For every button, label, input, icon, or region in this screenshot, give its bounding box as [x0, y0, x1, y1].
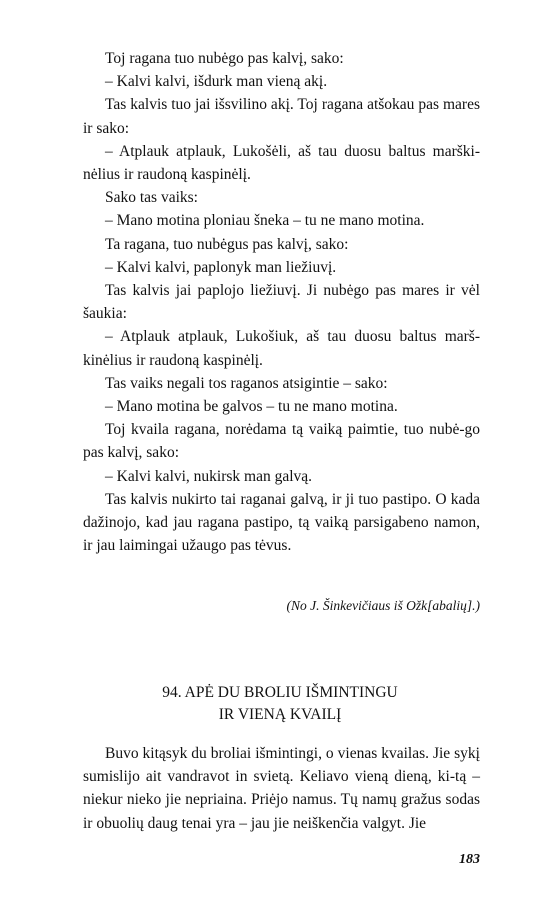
paragraph: – Atplauk atplauk, Lukošėli, aš tau duosu baltus marški-nėlius ir raudoną kaspinėlį.: [83, 142, 480, 184]
paragraph: – Mano motina be galvos – tu ne mano motina.: [105, 398, 398, 416]
paragraph: – Kalvi kalvi, išdurk man vieną akį.: [105, 73, 328, 91]
paragraph: Sako tas vaiks:: [105, 189, 198, 207]
story-text: [83, 47, 480, 557]
paragraph: Tas vaiks negali tos raganos atsigintie – sako:: [105, 374, 388, 392]
paragraph: Ta ragana, tuo nubėgus pas kalvį, sako:: [105, 235, 349, 253]
paragraph: Toj kvaila ragana, norėdama tą vaiką paimtie, tuo nubė-go pas kalvį, sako:: [83, 421, 480, 462]
story-heading: [80, 682, 480, 726]
paragraph: Toj ragana tuo nubėgo pas kalvį, sako:: [105, 50, 344, 67]
paragraph: Tas kalvis nukirto tai raganai galvą, ir ji tuo pastipo. O kada dažinojo, kad jau ragana pastipo, tą vaiką parsigabeno namon, ir jau laimingai užaugo pas tėvus.: [83, 490, 480, 555]
page-number: 183: [459, 852, 480, 867]
paragraph: Tas kalvis jai paplojo liežiuvį. Ji nubėgo pas mares ir vėl šaukia:: [83, 282, 480, 323]
paragraph: – Atplauk atplauk, Lukošiuk, aš tau duosu baltus marš-kinėlius ir raudoną kaspinėlį.: [83, 328, 480, 369]
paragraph: Buvo kitąsyk du broliai išmintingi, o vienas kvailas. Jie sykį sumislijo ait vandravot in svietą. Keliavo vieną dieną, ki-tą – niekur nieko jie nepriaina. Priėjo namus. Tų namų gražus sodas ir obuolių daug tenai yra – jau jie neiškenčia valgyt. Jie: [83, 745, 480, 832]
next-story-text: [83, 742, 480, 835]
heading-line: IR VIENĄ KVAILĮ: [218, 706, 342, 723]
source-attribution: (No J. Šinkevičiaus iš Ožk[abalių].): [286, 598, 480, 613]
paragraph: – Kalvi kalvi, nukirsk man galvą.: [105, 467, 313, 485]
paragraph: – Kalvi kalvi, paplonyk man liežiuvį.: [105, 258, 337, 276]
heading-line: 94. APĖ DU BROLIU IŠMINTINGU: [162, 684, 398, 701]
paragraph: – Mano motina ploniau šneka – tu ne mano motina.: [105, 212, 425, 230]
paragraph: Tas kalvis tuo jai išsvilino akį. Toj ragana atšokau pas mares ir sako:: [83, 96, 480, 137]
